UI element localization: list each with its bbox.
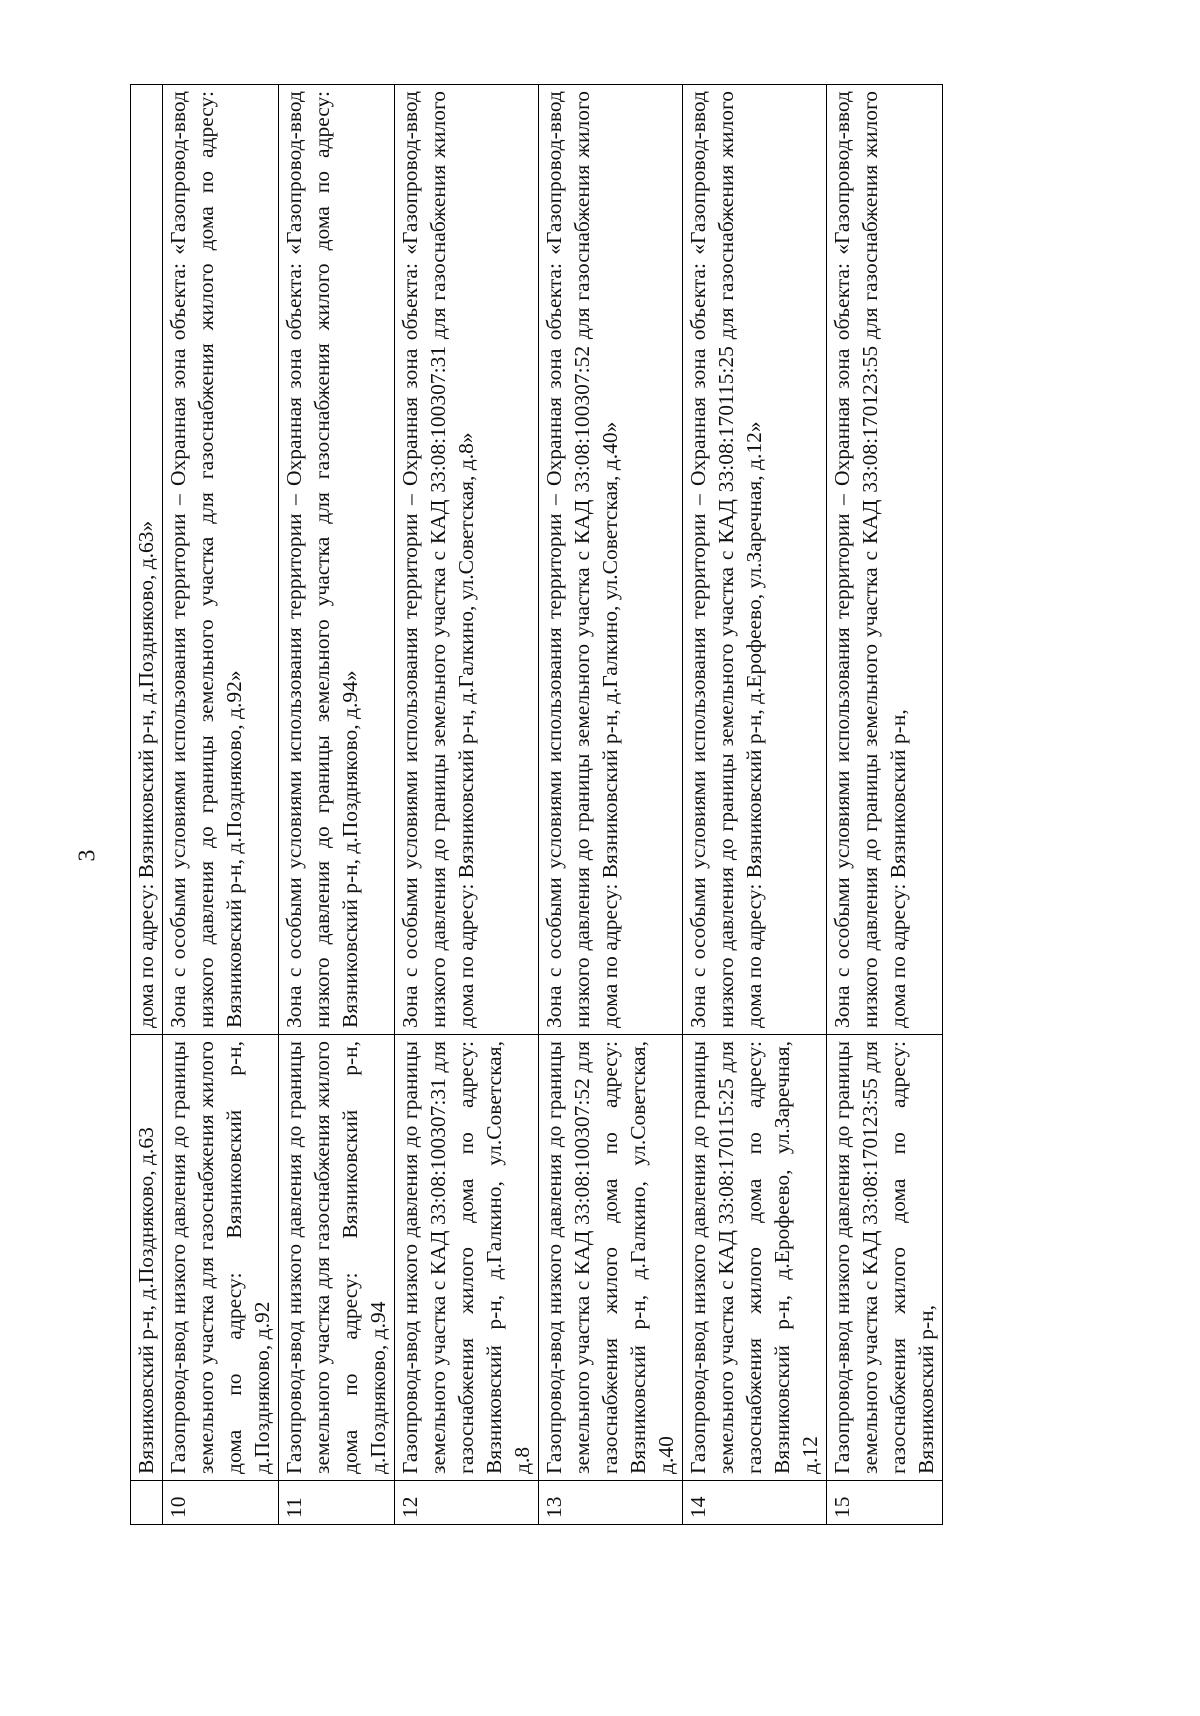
table-row: [539, 85, 683, 1525]
row-number-cell: 12: [395, 1481, 539, 1525]
zone-description-cell: Зона с особыми условиями использования территории – Охранная зона объекта: «Газопровод-ввод низкого давления до границы земельного участка с КАД 33:08:100307:31 для газоснабжения жилого дома по адресу: Вязниковский р-н, д.Галкино, ул.Советская, д.8»: [395, 85, 539, 1035]
object-name-cell: Газопровод-ввод низкого давления до границы земельного участка для газоснабжения жилого дома по адресу: Вязниковский р-н, д.Поздняково, д.92: [163, 1035, 279, 1481]
row-number-cell: 13: [539, 1481, 683, 1525]
object-name-cell: Газопровод-ввод низкого давления до границы земельного участка с КАД 33:08:100307:52 для газоснабжения жилого дома по адресу: Вязниковский р-н, д.Галкино, ул.Советская, д.40: [539, 1035, 683, 1481]
row-number-cell: 15: [827, 1481, 943, 1525]
page-number: 3: [74, 849, 101, 862]
table-row-continuation: [131, 85, 163, 1525]
zone-description-cell: Зона с особыми условиями использования территории – Охранная зона объекта: «Газопровод-ввод низкого давления до границы земельного участка с КАД 33:08:170115:25 для газоснабжения жилого дома по адресу: Вязниковский р-н, д.Ерофеево, ул.Заречная, д.12»: [683, 85, 827, 1035]
zone-description-cell: Зона с особыми условиями использования территории – Охранная зона объекта: «Газопровод-ввод низкого давления до границы земельного участка с КАД 33:08:170123:55 для газоснабжения жилого дома по адресу: Вязниковский р-н,: [827, 85, 943, 1035]
row-number-cell: 14: [683, 1481, 827, 1525]
object-name-cell: Газопровод-ввод низкого давления до границы земельного участка с КАД 33:08:100307:31 для газоснабжения жилого дома по адресу: Вязниковский р-н, д.Галкино, ул.Советская, д.8: [395, 1035, 539, 1481]
object-name-cell: Газопровод-ввод низкого давления до границы земельного участка для газоснабжения жилого дома по адресу: Вязниковский р-н, д.Поздняково, д.94: [279, 1035, 395, 1481]
zone-description-cell: Зона с особыми условиями использования территории – Охранная зона объекта: «Газопровод-ввод низкого давления до границы земельного участка для газоснабжения жилого дома по адресу: Вязниковский р-н, д.Поздняково, д.92»: [163, 85, 279, 1035]
zone-description-cell: Зона с особыми условиями использования территории – Охранная зона объекта: «Газопровод-ввод низкого давления до границы земельного участка для газоснабжения жилого дома по адресу: Вязниковский р-н, д.Поздняково, д.94»: [279, 85, 395, 1035]
row-number-cell: 11: [279, 1481, 395, 1525]
table-row: [683, 85, 827, 1525]
zone-description-cell: дома по адресу: Вязниковский р-н, д.Поздняково, д.63»: [131, 85, 163, 1035]
object-name-cell: Газопровод-ввод низкого давления до границы земельного участка с КАД 33:08:170115:25 для газоснабжения жилого дома по адресу: Вязниковский р-н, д.Ерофеево, ул.Заречная, д.12: [683, 1035, 827, 1481]
table-row: [163, 85, 279, 1525]
row-number-cell: 10: [163, 1481, 279, 1525]
row-number-cell: [131, 1481, 163, 1525]
table-row: [395, 85, 539, 1525]
table-row: [279, 85, 395, 1525]
zones-table: [130, 84, 943, 1525]
object-name-cell: Вязниковский р-н, д.Поздняково, д.63: [131, 1035, 163, 1481]
object-name-cell: Газопровод-ввод низкого давления до границы земельного участка с КАД 33:08:170123:55 для газоснабжения жилого дома по адресу: Вязниковский р-н,: [827, 1035, 943, 1481]
table-row: [827, 85, 943, 1525]
rotated-table-wrapper: [130, 85, 1130, 1525]
zone-description-cell: Зона с особыми условиями использования территории – Охранная зона объекта: «Газопровод-ввод низкого давления до границы земельного участка с КАД 33:08:100307:52 для газоснабжения жилого дома по адресу: Вязниковский р-н, д.Галкино, ул.Советская, д.40»: [539, 85, 683, 1035]
